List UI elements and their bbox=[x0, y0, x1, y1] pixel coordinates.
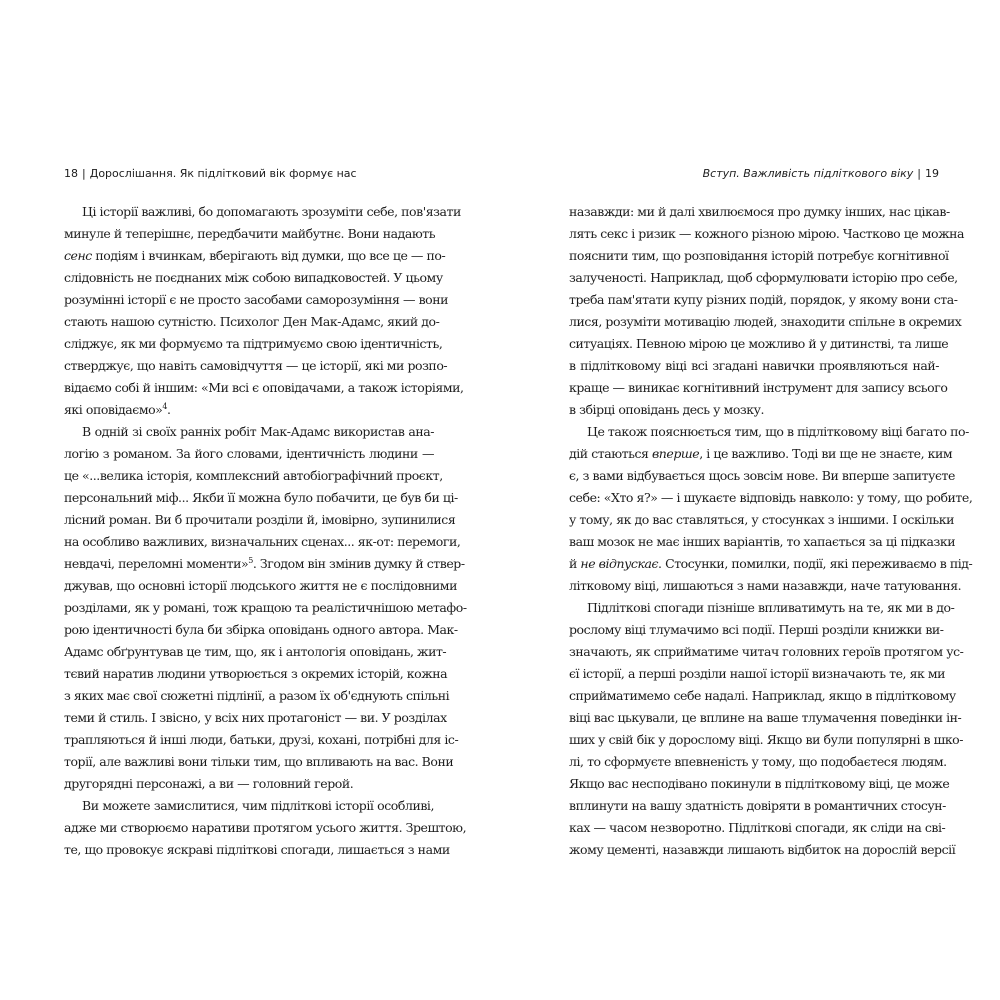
text-line: ваш мозок не має інших варіантів, то хапається за ці підказки bbox=[569, 534, 956, 549]
text-line: вплинути на вашу здатність довіряти в романтичних стосун- bbox=[569, 798, 946, 813]
text-line: жому цементі, назавжди лишають відбиток на дорослій версії bbox=[569, 842, 956, 857]
text-line: логію з романом. За його словами, ідентичність людини — bbox=[64, 446, 434, 461]
text-line: на особливо важливих, визначальних сценах... як-от: перемоги, bbox=[64, 534, 461, 549]
text-line: в збірці оповідань десь у мозку. bbox=[569, 402, 765, 417]
text-line: з яких має свої сюжетні підлінії, а разом їх об'єднують спільні bbox=[64, 688, 450, 703]
text-line: є, з вами відбувається щось зовсім нове. Ви вперше запитуєте bbox=[569, 468, 955, 483]
text-line: розумінні історії є не просто засобами саморозуміння — вони bbox=[64, 292, 449, 307]
text-line: це «...велика історія, комплексний автобіографічний проєкт, bbox=[64, 468, 443, 483]
text-line: минуле й теперішнє, передбачити майбутнє. Вони надають bbox=[64, 226, 436, 241]
text-line: невдачі, переломні моменти»$^5$. Згодом він змінив думку й ствер- bbox=[64, 555, 465, 571]
text-line: лять секс і ризик — кожного різною мірою. Частково це можна bbox=[569, 226, 965, 241]
text-line: лісний роман. Ви б прочитали розділи й, імовірно, зупинилися bbox=[64, 512, 456, 527]
text-line: єї історії, а перші розділи нашої історії визначають те, як ми bbox=[569, 666, 946, 681]
text-line: й не відпускає. Стосунки, помилки, події, які переживаємо в під- bbox=[569, 556, 973, 571]
text-line: Ви можете замислитися, чим підліткові історії особливі, bbox=[82, 798, 434, 813]
text-line: себе: «Хто я?» — і шукаєте відповідь навколо: у тому, що робите, bbox=[569, 490, 973, 505]
text-line: літковому віці, лишаються з нами назавжди, наче татуювання. bbox=[569, 578, 962, 593]
text-line: назавжди: ми й далі хвилюємося про думку інших, нас цікав- bbox=[569, 204, 950, 219]
text-line: розділами, як у романі, тож кращою та реалістичнішою метафо- bbox=[64, 600, 467, 615]
text-line: В одній зі своїх ранніх робіт Мак-Адамс використав ана- bbox=[82, 424, 434, 439]
text-line: те, що провокує яскраві підліткові спогади, лишається з нами bbox=[64, 842, 450, 857]
text-line: у тому, як до вас ставляться, у стосунках з іншими. І оскільки bbox=[569, 512, 954, 527]
left-page-body bbox=[64, 201, 467, 861]
text-line: залученості. Наприклад, щоб сформулювати історію про себе, bbox=[569, 270, 958, 285]
footnote-ref: 4 bbox=[162, 401, 168, 411]
text-line: другорядні персонажі, а ви — головний герой. bbox=[64, 776, 354, 791]
text-line: віці вас цькували, це вплине на ваше тлумачення поведінки ін- bbox=[569, 710, 962, 725]
text-line: рослому віці тлумачимо всі події. Перші розділи книжки ви- bbox=[569, 622, 944, 637]
text-line: треба пам'ятати купу різних подій, порядок, у якому вони ста- bbox=[569, 292, 958, 307]
text-line: сліджує, як ми формуємо та підтримуємо свою ідентичність, bbox=[64, 336, 443, 351]
header-separator: | bbox=[82, 167, 86, 180]
page-number: 18 bbox=[64, 167, 78, 180]
text-line: сенс подіям і вчинкам, вберігають від думки, що все це — по- bbox=[64, 248, 446, 263]
text-line: краще — виникає когнітивний інструмент для запису всього bbox=[569, 380, 948, 395]
text-line: рою ідентичності була би збірка оповідань одного автора. Мак- bbox=[64, 622, 458, 637]
emphasis: вперше bbox=[651, 446, 700, 461]
text-line: відаємо собі й іншим: «Ми всі є оповідачами, а також історіями, bbox=[64, 380, 464, 395]
text-line: ших у свій бік у дорослому віці. Якщо ви були популярні в шко- bbox=[569, 732, 964, 747]
text-line: Ці історії важливі, бо допомагають зрозуміти себе, пов'язати bbox=[82, 204, 461, 219]
text-line: тєвий наратив людини утворюється з окремих історій, кожна bbox=[64, 666, 448, 681]
text-line: Це також пояснюється тим, що в підлітковому віці багато по- bbox=[587, 424, 969, 439]
footnote-ref: 5 bbox=[248, 555, 253, 565]
text-line: трапляються й інші люди, батьки, друзі, кохані, потрібні для іс- bbox=[64, 732, 459, 747]
text-line: джував, що основні історії людського життя не є послідовними bbox=[64, 578, 457, 593]
text-line: стають нашою сутністю. Психолог Ден Мак-Адамс, який до- bbox=[64, 314, 440, 329]
text-line: Якщо вас несподівано покинули в підлітковому віці, це може bbox=[569, 776, 950, 791]
page-number: 19 bbox=[925, 167, 939, 180]
left-running-header bbox=[64, 167, 434, 181]
text-line: ситуаціях. Певною мірою це можливо й у дитинстві, та лише bbox=[569, 336, 949, 351]
text-line: лі, то сформуєте впевненість у тому, що подобаєтеся людям. bbox=[569, 754, 947, 769]
text-line: сприйматимемо себе надалі. Наприклад, якщо в підлітковому bbox=[569, 688, 956, 703]
text-line: дій стаються вперше, і це важливо. Тоді ви ще не знаєте, ким bbox=[569, 446, 953, 461]
running-title-emphasis: Вступ. bbox=[702, 167, 740, 180]
text-line: адже ми створюємо наративи протягом усього життя. Зрештою, bbox=[64, 820, 467, 835]
emphasis: не відпускає bbox=[580, 556, 659, 571]
text-line: торії, але важливі вони тільки тим, що впливають на вас. Вони bbox=[64, 754, 454, 769]
emphasis: сенс bbox=[64, 248, 92, 263]
text-line: Підліткові спогади пізніше впливатимуть на те, як ми в до- bbox=[587, 600, 955, 615]
running-title: Важливість підліткового віку bbox=[739, 167, 914, 180]
right-running-header bbox=[569, 167, 939, 181]
text-line: стверджує, що навіть самовідчуття — це історії, які ми розпо- bbox=[64, 358, 448, 373]
text-line: лися, розуміти мотивацію людей, знаходити спільне в окремих bbox=[569, 314, 962, 329]
text-line: які оповідаємо»$^4$. bbox=[64, 401, 171, 417]
text-line: ках — часом незворотно. Підліткові спогади, як сліди на сві- bbox=[569, 820, 946, 835]
text-line: в підлітковому віці всі згадані навички проявляються най- bbox=[569, 358, 939, 373]
right-page-body bbox=[569, 201, 973, 861]
text-line: слідовність не поєднаних між собою випадковостей. У цьому bbox=[64, 270, 443, 285]
text-line: значають, як сприйматиме читач головних героїв протягом ус- bbox=[569, 644, 964, 659]
text-line: пояснити тим, що розповідання історій потребує когнітивної bbox=[569, 248, 949, 263]
text-line: теми й стиль. І звісно, у всіх них протагоніст — ви. У розділах bbox=[64, 710, 447, 725]
header-separator: | bbox=[917, 167, 921, 180]
running-title: Дорослішання. Як підлітковий вік формує нас bbox=[89, 167, 357, 180]
text-line: Адамс обґрунтував це тим, що, як і антологія оповідань, жит- bbox=[64, 644, 447, 659]
text-line: персональний міф... Якби її можна було побачити, це був би ці- bbox=[64, 490, 458, 505]
